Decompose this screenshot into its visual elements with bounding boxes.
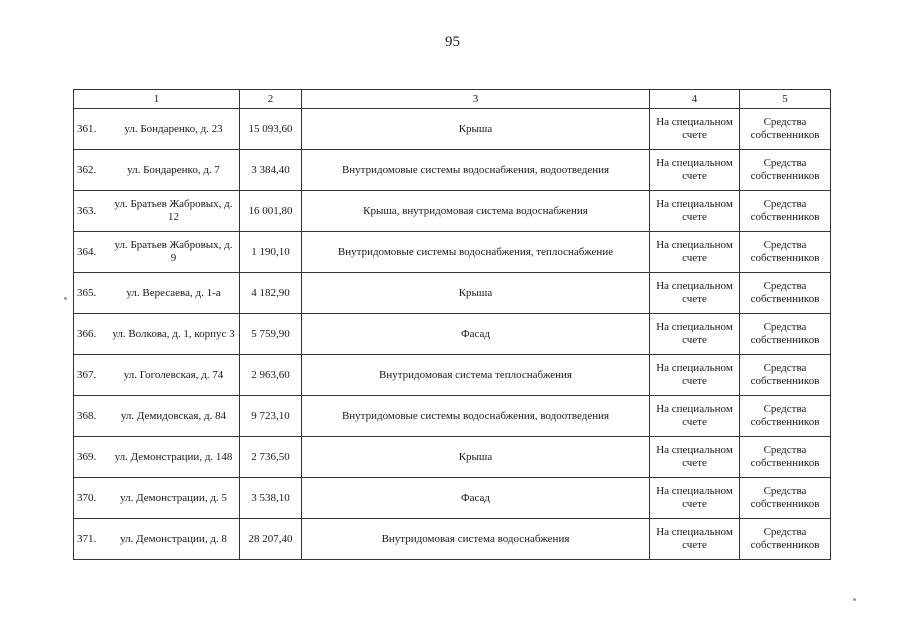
address-cell [74,150,240,191]
cost-cell: 2 736,50 [240,437,302,478]
table-row [74,396,831,437]
address: ул. Бондаренко, д. 7 [127,163,220,176]
funding-method-cell: На специальном счете [650,232,740,273]
funding-method-cell: На специальном счете [650,273,740,314]
address: ул. Бондаренко, д. 23 [124,122,223,135]
table-row [74,232,831,273]
work-type-cell: Крыша, внутридомовая система водоснабжения [302,191,650,232]
address-cell [74,396,240,437]
funding-source-cell: Средства собственников [740,109,831,150]
column-number-row [74,90,831,109]
row-number: 361. [77,122,97,135]
address-cell [74,519,240,560]
funding-method-cell: На специальном счете [650,519,740,560]
column-number-3: 3 [302,90,650,109]
funding-method-cell: На специальном счете [650,314,740,355]
cost-cell: 3 538,10 [240,478,302,519]
address: ул. Братьев Жабровых, д. 9 [114,239,233,264]
funding-source-cell: Средства собственников [740,273,831,314]
work-type-cell: Внутридомовые системы водоснабжения, водоотведения [302,396,650,437]
row-number: 370. [77,491,97,504]
funding-method-cell: На специальном счете [650,355,740,396]
work-type-cell: Крыша [302,437,650,478]
address: ул. Демонстрации, д. 8 [120,532,227,545]
row-number: 366. [77,327,97,340]
cost-cell: 9 723,10 [240,396,302,437]
funding-source-cell: Средства собственников [740,519,831,560]
table-row [74,109,831,150]
funding-method-cell: На специальном счете [650,396,740,437]
work-type-cell: Внутридомовые системы водоснабжения, теплоснабжение [302,232,650,273]
address: ул. Гоголевская, д. 74 [123,368,224,381]
work-type-cell: Крыша [302,273,650,314]
cost-cell: 3 384,40 [240,150,302,191]
funding-source-cell: Средства собственников [740,150,831,191]
table-row [74,478,831,519]
funding-source-cell: Средства собственников [740,478,831,519]
row-number: 362. [77,163,97,176]
work-type-cell: Внутридомовая система теплоснабжения [302,355,650,396]
column-number-4: 4 [650,90,740,109]
row-number: 368. [77,409,97,422]
column-number-2: 2 [240,90,302,109]
address-cell [74,437,240,478]
address: ул. Демонстрации, д. 5 [120,491,227,504]
funding-source-cell: Средства собственников [740,396,831,437]
table-row [74,314,831,355]
funding-source-cell: Средства собственников [740,232,831,273]
work-type-cell: Внутридомовые системы водоснабжения, водоотведения [302,150,650,191]
scan-speck [64,297,67,300]
cost-cell: 28 207,40 [240,519,302,560]
work-type-cell: Фасад [302,314,650,355]
column-number-1: 1 [74,90,240,109]
cost-cell: 15 093,60 [240,109,302,150]
funding-method-cell: На специальном счете [650,437,740,478]
table-row [74,437,831,478]
table-row [74,150,831,191]
cost-cell: 16 001,80 [240,191,302,232]
address-cell [74,232,240,273]
funding-method-cell: На специальном счете [650,191,740,232]
table-row [74,273,831,314]
address-cell [74,273,240,314]
row-number: 363. [77,204,97,217]
address-cell [74,314,240,355]
cost-cell: 5 759,90 [240,314,302,355]
work-type-cell: Крыша [302,109,650,150]
column-number-5: 5 [740,90,831,109]
work-type-cell: Внутридомовая система водоснабжения [302,519,650,560]
row-number: 369. [77,450,97,463]
scan-speck [853,598,856,601]
address: ул. Демидовская, д. 84 [120,409,227,422]
funding-source-cell: Средства собственников [740,314,831,355]
page-number: 95 [445,34,460,50]
row-number: 371. [77,532,97,545]
address-cell [74,478,240,519]
table-row [74,355,831,396]
funding-method-cell: На специальном счете [650,109,740,150]
address-cell [74,355,240,396]
row-number: 365. [77,286,97,299]
funding-source-cell: Средства собственников [740,191,831,232]
address: ул. Братьев Жабровых, д. 12 [114,198,233,223]
address-cell [74,109,240,150]
work-type-cell: Фасад [302,478,650,519]
table-row [74,519,831,560]
funding-source-cell: Средства собственников [740,437,831,478]
cost-cell: 1 190,10 [240,232,302,273]
funding-method-cell: На специальном счете [650,478,740,519]
repair-register-table [73,89,831,560]
cost-cell: 2 963,60 [240,355,302,396]
address-cell [74,191,240,232]
address: ул. Вересаева, д. 1-а [126,286,221,299]
cost-cell: 4 182,90 [240,273,302,314]
address: ул. Волкова, д. 1, корпус 3 [112,327,235,340]
row-number: 367. [77,368,97,381]
address: ул. Демонстрации, д. 148 [114,450,233,463]
funding-method-cell: На специальном счете [650,150,740,191]
table-row [74,191,831,232]
row-number: 364. [77,245,97,258]
funding-source-cell: Средства собственников [740,355,831,396]
